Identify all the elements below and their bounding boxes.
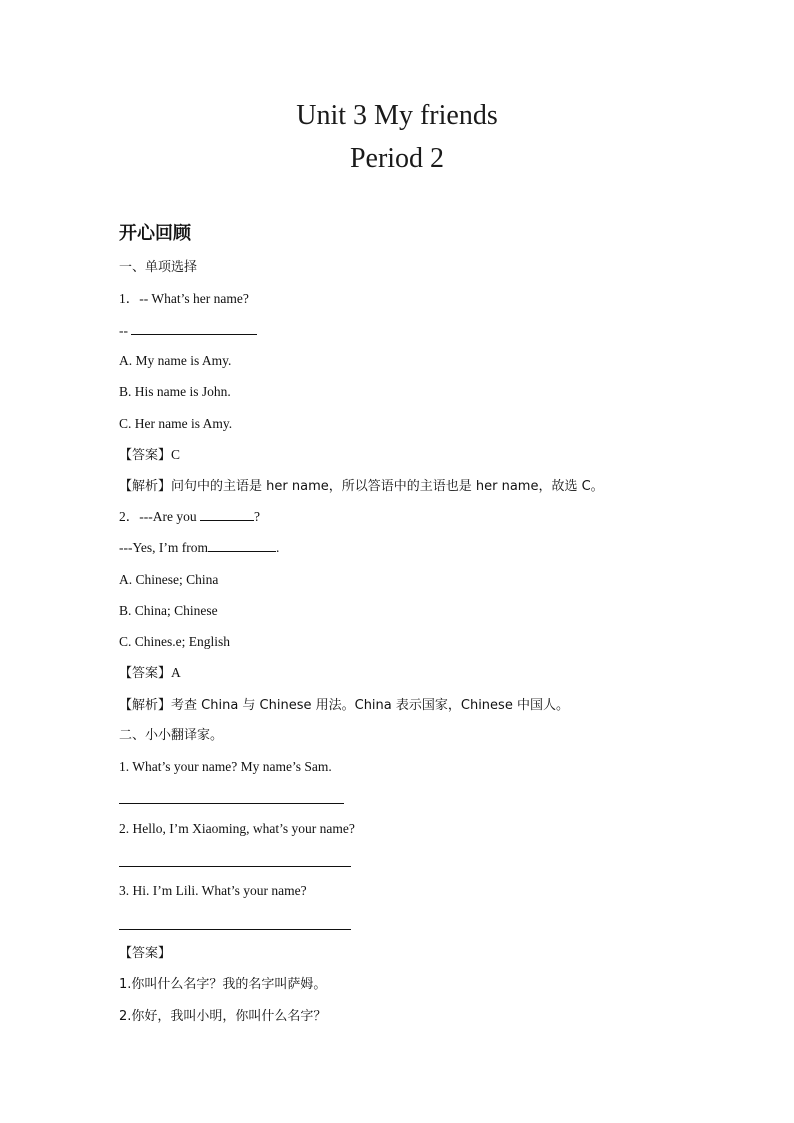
q1-reply	[119, 322, 257, 340]
q2-answer-label: 【答案】	[119, 666, 172, 681]
q1-answer-label: 【答案】	[119, 448, 172, 463]
translate-item-3: 3. Hi. I’m Lili. What’s your name?	[119, 883, 307, 898]
q2-analysis-text: 考查 China 与 Chinese 用法。China 表示国家，Chinese 中国人。	[171, 698, 569, 713]
q2-reply-prefix: ---Yes, I’m from	[119, 540, 208, 555]
q2-option-b: B. China; Chinese	[119, 603, 218, 618]
q2-question-suffix: ?	[253, 509, 260, 524]
q1-text: -- What’s her name?	[139, 291, 249, 306]
q2-reply-suffix: .	[276, 540, 280, 555]
q1-answer-value: C	[171, 447, 181, 462]
q2-answer	[119, 664, 181, 683]
q2-text: ---Are you	[139, 509, 197, 524]
q1-option-b: B. His name is John.	[119, 384, 231, 399]
q2-option-c: C. Chines.e; English	[119, 634, 230, 649]
section-heading: 开心回顾	[119, 223, 191, 244]
q2-analysis	[119, 696, 569, 715]
part2-answer-label: 【答案】	[119, 946, 172, 961]
q2-number: 2．	[119, 509, 140, 524]
q2-blank-2[interactable]	[208, 539, 276, 552]
q2-option-a: A. Chinese; China	[119, 572, 219, 587]
q2-reply	[119, 539, 279, 557]
q1-option-c: C. Her name is Amy.	[119, 416, 233, 431]
q1-blank[interactable]	[131, 322, 257, 335]
part2-answer-2: 2.你好，我叫小明，你叫什么名字？	[119, 1009, 327, 1024]
q1-answer	[119, 446, 180, 465]
translate-answer-line-2[interactable]	[119, 866, 351, 867]
page-title: Unit 3 My friends	[296, 100, 498, 131]
q1-analysis	[119, 477, 604, 496]
q2-blank-1[interactable]	[200, 508, 254, 521]
q1-option-a: A. My name is Amy.	[119, 353, 232, 368]
translate-answer-line-3[interactable]	[119, 929, 351, 930]
translate-item-2: 2. Hello, I’m Xiaoming, what’s your name?	[119, 821, 355, 836]
part2-heading: 二、小小翻译家。	[119, 728, 224, 743]
page-subtitle: Period 2	[349, 143, 445, 174]
q1-reply-prefix: --	[119, 323, 128, 338]
q1-analysis-text: 问句中的主语是 her name，所以答语中的主语也是 her name，故选 C。	[171, 479, 604, 494]
q2-analysis-label: 【解析】	[119, 698, 172, 713]
q2-answer-value: A	[171, 665, 181, 680]
part2-answer-1: 1.你叫什么名字？我的名字叫萨姆。	[119, 977, 327, 992]
q2-question	[119, 508, 260, 526]
translate-item-1: 1. What’s your name? My name’s Sam.	[119, 759, 332, 774]
q1-analysis-label: 【解析】	[119, 479, 172, 494]
q1-question	[119, 290, 249, 308]
translate-answer-line-1[interactable]	[119, 803, 344, 804]
q1-number: 1．	[119, 291, 140, 306]
part1-heading: 一、单项选择	[119, 260, 198, 275]
